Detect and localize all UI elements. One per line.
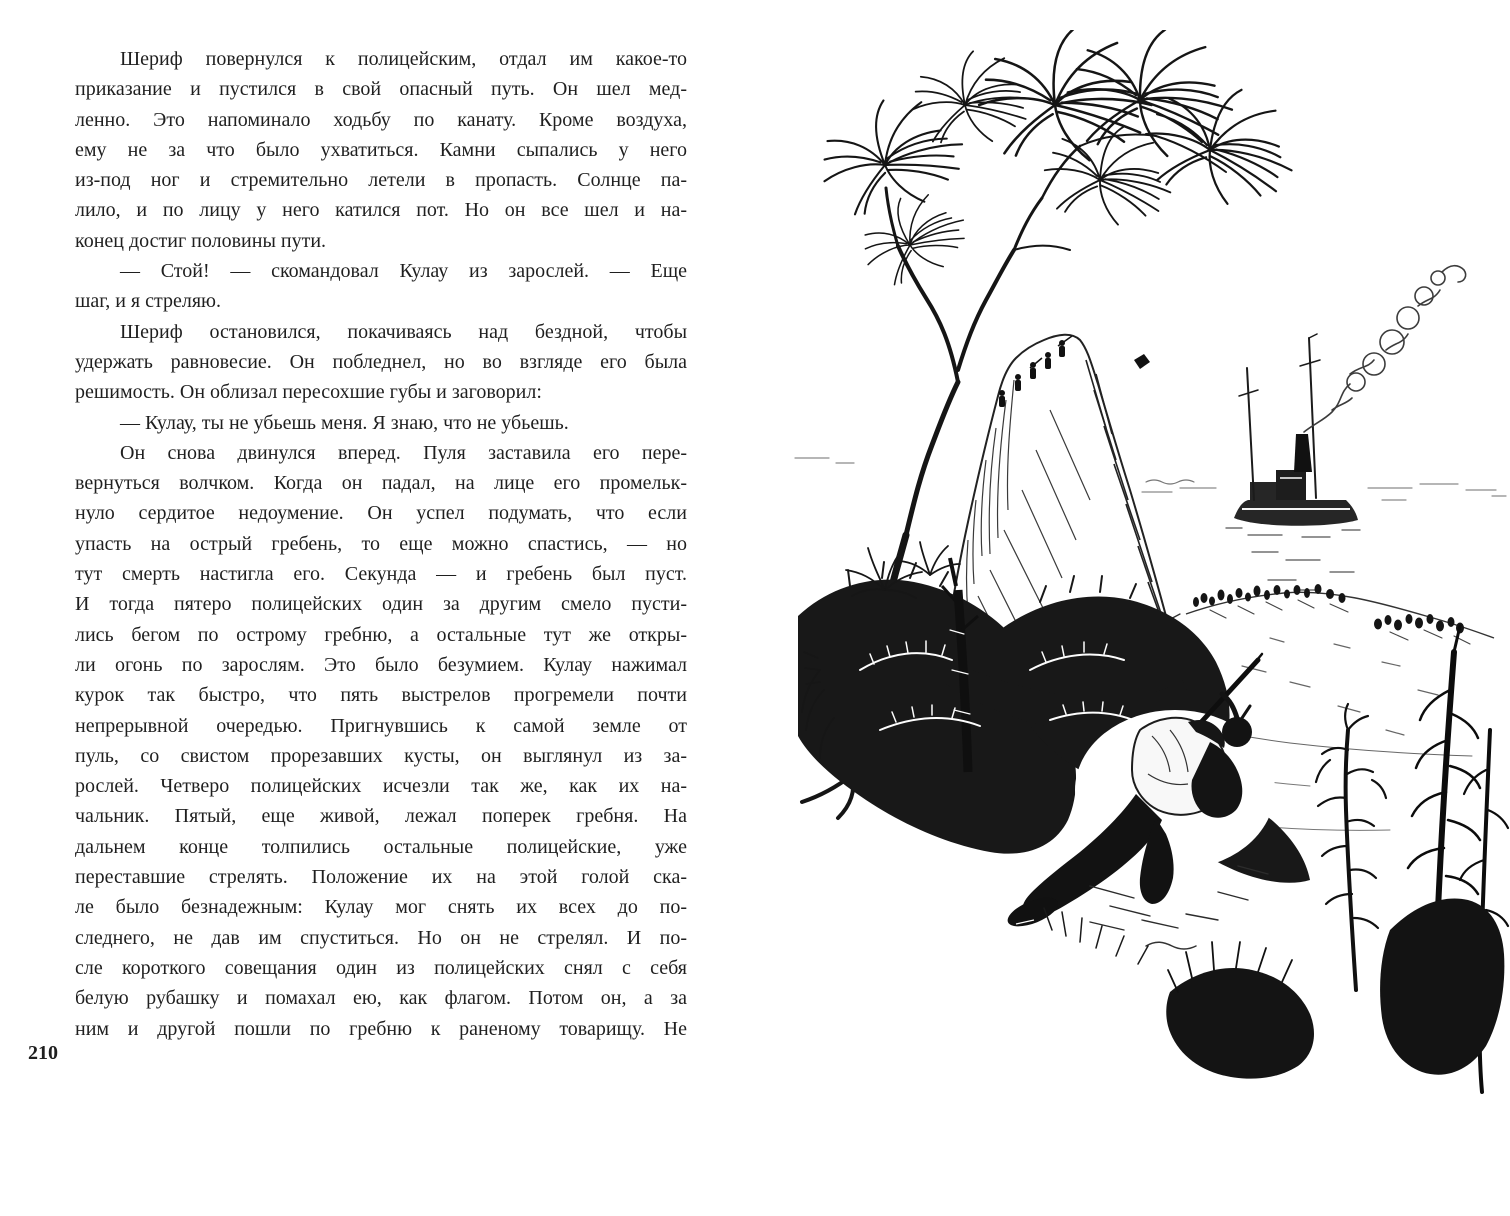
smoke [1304,266,1466,432]
text-line: белую рубашку и помахал ею, как флагом. Потом он, а за [75,987,687,1010]
grass [1044,908,1148,964]
text-line: переставшие стрелять. Положение их на этой голой ска- [75,866,687,889]
text-column [75,44,687,1044]
text-line: удержать равновесие. Он побледнел, но во взгляде его была [75,350,687,373]
text-line: решимость. Он облизал пересохшие губы и заговорил: [75,381,542,404]
text-line: ленно. Это напоминало ходьбу по канату. Кроме воздуха, [75,108,687,131]
text-line: конец достиг половины пути. [75,229,327,252]
text-line: непрерывной очередью. Пригнувшись к самой земле от [75,714,687,737]
text-line: Шериф повернулся к полицейским, отдал им какое-то [120,48,687,70]
text-line: вернуться волчком. Когда он падал, на лице его промельк- [75,472,687,495]
text-line: чальник. Пятый, еще живой, лежал поперек гребня. На [75,805,687,828]
text-line: пуль, со свистом прорезавших кусты, он выглянул из за- [75,744,687,767]
text-line: нуло сердитое недоумение. Он успел подумать, что если [75,502,687,525]
text-line: Шериф остановился, покачиваясь над бездной, чтобы [120,320,687,343]
text-line: Он снова двинулся вперед. Пуля заставила его пере- [120,441,687,464]
text-line: — Стой! — скомандовал Кулау из зарослей. — Еще [120,260,687,283]
text-line: ему не за что было ухватиться. Камни сыпались у него [75,138,687,161]
head [1222,717,1252,747]
page-number: 210 [28,1042,58,1064]
text-line: ли огонь по зарослям. Это было безумием. Кулау нажимал [75,653,687,676]
warship [1226,266,1466,590]
text-line: курок так быстро, что пять выстрелов прогремели почти [75,684,687,707]
text-line: упасть на острый гребень, то еще можно спастись, — но [75,532,687,555]
text-line: лило, и по лицу у него катился пот. Но он все шел и на- [75,199,687,222]
text-line: рослей. Четверо полицейских исчезли так же, как их на- [75,775,687,798]
bottom-scrub [1044,908,1314,1079]
sea-horizon [795,458,1506,500]
text-line: лись бегом по острому гребню, а остальные тут же откры- [75,623,687,646]
text-line: шаг, и я стреляю. [75,290,221,313]
text-line: сле короткого совещания один из полицейских снял с себя [75,956,687,979]
text-line: следнего, не дав им спуститься. Но он не стрелял. И по- [75,926,687,949]
text-line: приказание и пустился в свой опасный путь. Он шел мед- [75,78,687,101]
text-line: И тогда пятеро полицейских один за другим смело пусти- [75,593,687,616]
text-line: ле было безнадежным: Кулау мог снять их всех до по- [75,896,687,919]
tall-pines [1380,626,1508,1092]
illustration [790,30,1510,1100]
text-line: дальнем конце толпились остальные полицейские, уже [75,835,687,858]
text-line: — Кулау, ты не убьешь меня. Я знаю, что не убьешь. [120,411,569,434]
text-line: ним и другой пошли по гребню к раненому товарищу. Не [75,1017,687,1040]
text-line: тут смерть настигла его. Секунда — и гребень был пуст. [75,563,687,586]
far-ridge-crowd [1186,584,1494,644]
falling-figure [1134,354,1150,369]
text-line: из-под ног и стремительно летели в пропасть. Солнце па- [75,169,687,192]
